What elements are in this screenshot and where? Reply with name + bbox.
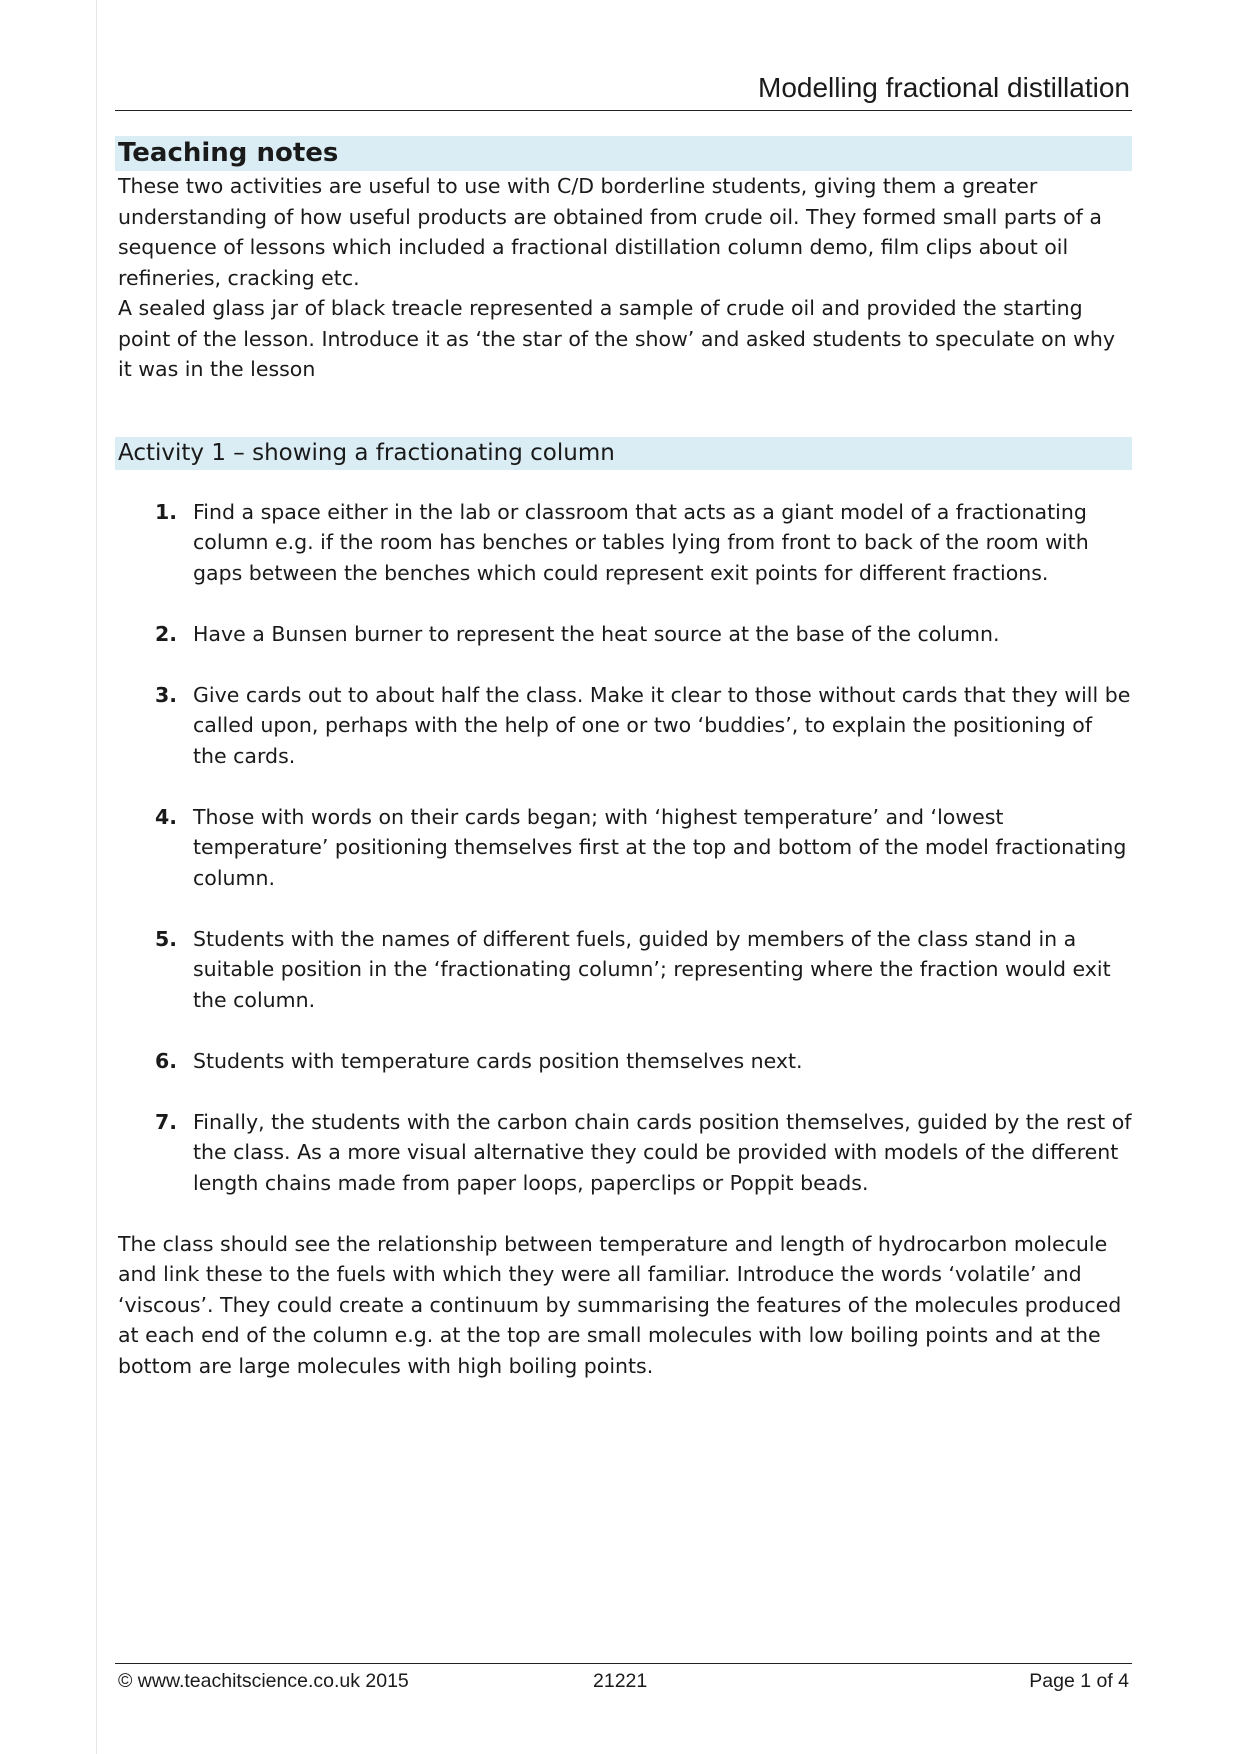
section-heading: Teaching notes <box>115 136 1132 171</box>
intro-paragraph: These two activities are useful to use with C/D borderline students, giving them a greater understanding of how useful products are obtained from crude oil. They formed small parts of a sequence of lessons which included a fractional distillation column demo, film clips about oil refineries, cracking etc. <box>118 174 1102 290</box>
list-item <box>115 680 1132 772</box>
step-text: Finally, the students with the carbon chain cards position themselves, guided by the rest of the class. As a more visual alternative they could be provided with models of the different length chains made from paper loops, paperclips or Poppit beads. <box>193 1109 1132 1195</box>
document-title: Modelling fractional distillation <box>758 72 1130 103</box>
list-item <box>115 1046 1132 1077</box>
page-header <box>115 68 1132 111</box>
page-footer <box>115 1663 1132 1694</box>
step-text: Find a space either in the lab or classroom that acts as a giant model of a fractionating column e.g. if the room has benches or tables lying from front to back of the room with gaps between the benches which could represent exit points for different fractions. <box>193 499 1089 585</box>
list-item <box>115 619 1132 650</box>
list-item <box>115 924 1132 1016</box>
step-text: Students with the names of different fuels, guided by members of the class stand in a suitable position in the ‘fractionating column’; representing where the fraction would exit the column. <box>193 926 1111 1012</box>
footer-page-number: Page 1 of 4 <box>1029 1670 1129 1692</box>
step-text: Those with words on their cards began; with ‘highest temperature’ and ‘lowest temperature’ positioning themselves first at the top and bottom of the model fractionating column. <box>193 804 1127 890</box>
list-item <box>115 802 1132 894</box>
page-edge <box>96 0 97 1754</box>
step-number: 6. <box>155 1048 178 1073</box>
step-number: 3. <box>155 682 178 707</box>
list-item <box>115 497 1132 589</box>
step-text: Give cards out to about half the class. Make it clear to those without cards that they will be called upon, perhaps with the help of one or two ‘buddies’, to explain the positioning of the cards. <box>193 682 1131 768</box>
step-number: 5. <box>155 926 178 951</box>
footer-resource-id: 21221 <box>593 1670 648 1692</box>
step-text: Have a Bunsen burner to represent the heat source at the base of the column. <box>193 621 1000 646</box>
activity-steps-list <box>115 497 1132 1199</box>
list-item <box>115 1107 1132 1199</box>
step-number: 2. <box>155 621 178 646</box>
footer-copyright: © www.teachitscience.co.uk 2015 <box>118 1670 409 1692</box>
activity-heading: Activity 1 – showing a fractionating column <box>115 437 1132 470</box>
step-number: 4. <box>155 804 178 829</box>
closing-paragraph: The class should see the relationship between temperature and length of hydrocarbon molecule and link these to the fuels with which they were all familiar. Introduce the words ‘volatile’ and ‘viscous’. They could create a continuum by summarising the features of the molecules produced at each end of the column e.g. at the top are small molecules with low boiling points and at the bottom are large molecules with high boiling points. <box>118 1231 1122 1378</box>
document-body <box>115 136 1132 1381</box>
step-text: Students with temperature cards position themselves next. <box>193 1048 803 1073</box>
step-number: 7. <box>155 1109 178 1134</box>
step-number: 1. <box>155 499 178 524</box>
second-paragraph: A sealed glass jar of black treacle represented a sample of crude oil and provided the starting point of the lesson. Introduce it as ‘the star of the show’ and asked students to speculate on why it was in the lesson <box>118 296 1116 381</box>
